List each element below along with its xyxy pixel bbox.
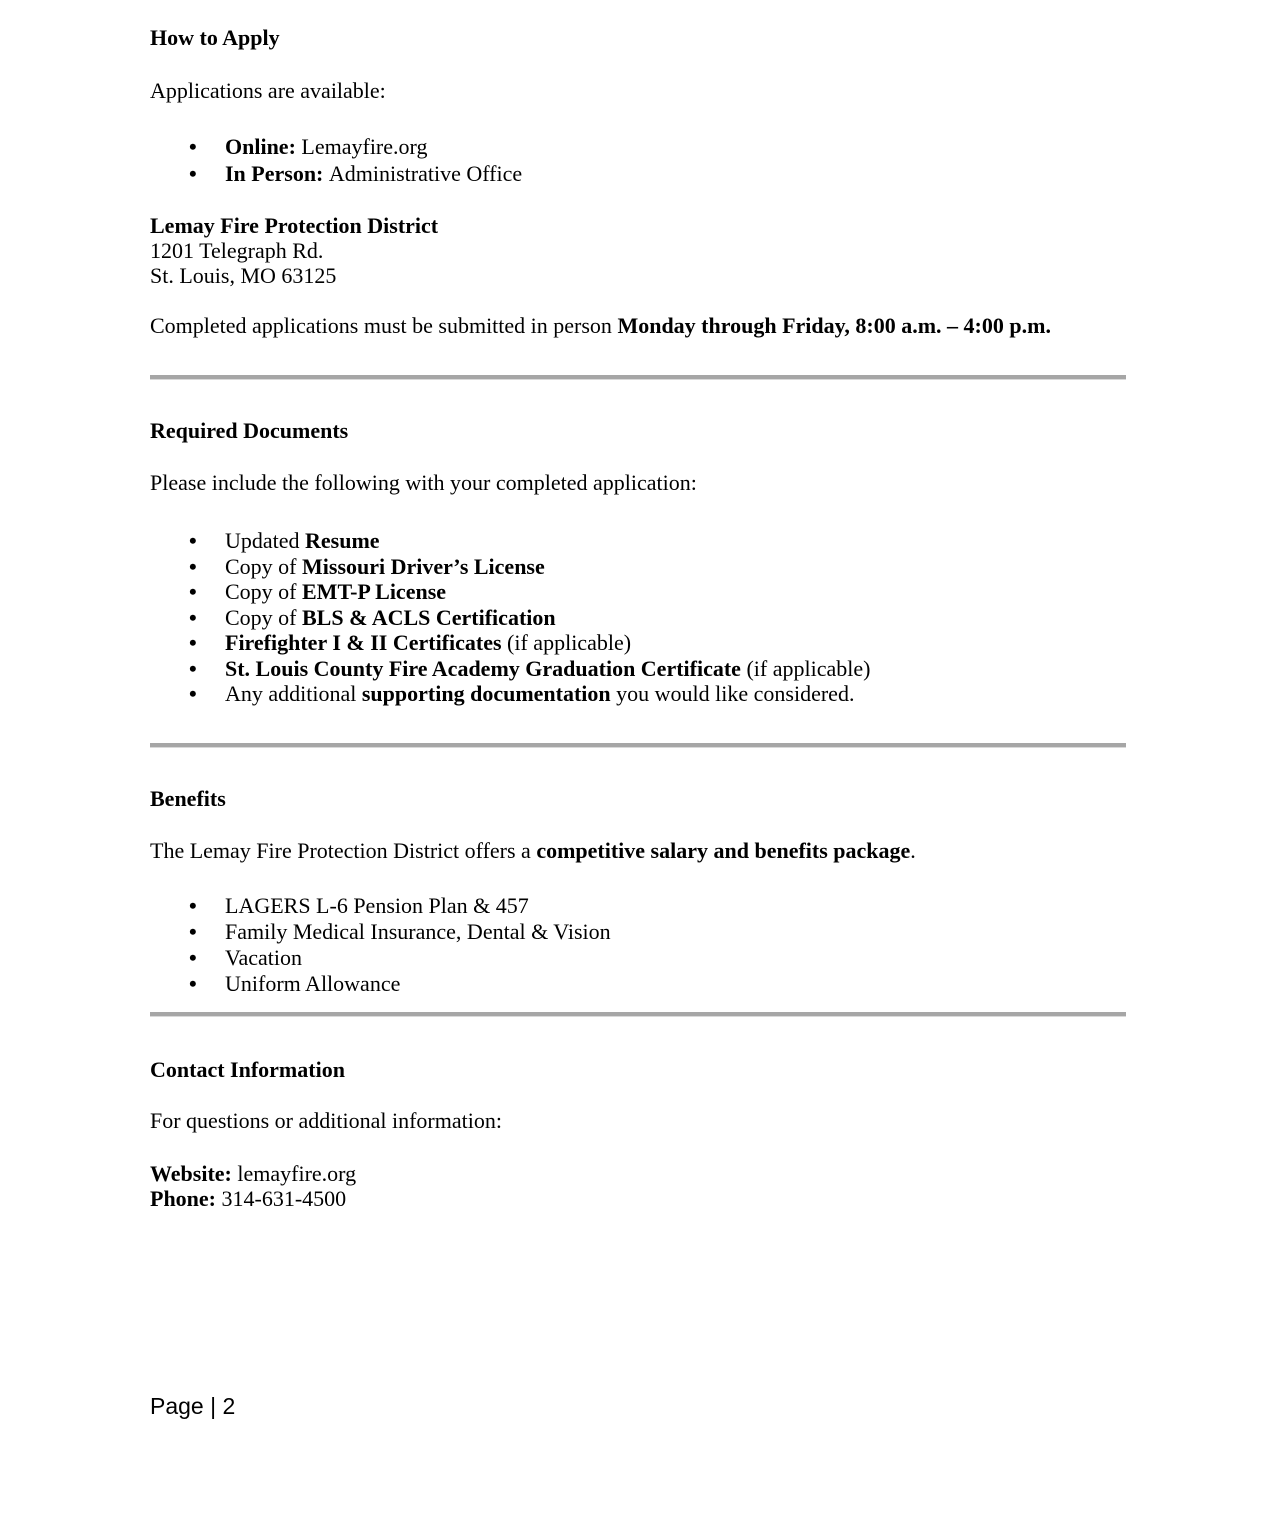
text-run: Completed applications must be submitted in person bbox=[150, 313, 618, 338]
benefits-bullet-list bbox=[150, 893, 1126, 998]
horizontal-rule bbox=[150, 743, 1126, 748]
list-item bbox=[150, 160, 1126, 187]
text-run-bold: Monday through Friday, 8:00 a.m. – 4:00 p.m. bbox=[617, 313, 1051, 338]
section-heading-how-to-apply: How to Apply bbox=[150, 25, 280, 50]
text-run: lemayfire.org bbox=[237, 1160, 357, 1186]
page-number: Page | 2 bbox=[150, 1393, 236, 1419]
text-run: Copy of bbox=[225, 553, 302, 579]
section-heading-benefits: Benefits bbox=[150, 785, 226, 811]
paragraph-applications-available: Applications are available: bbox=[150, 78, 386, 103]
text-run-bold: St. Louis County Fire Academy Graduation Certificate bbox=[225, 655, 741, 681]
section-heading-contact-information: Contact Information bbox=[150, 1056, 345, 1082]
text-run-bold: supporting documentation bbox=[361, 681, 611, 706]
text-run-bold: Resume bbox=[305, 528, 380, 553]
text-run: Family Medical Insurance, Dental & Vision bbox=[225, 918, 611, 944]
paragraph-contact-intro: For questions or additional information: bbox=[150, 1107, 502, 1133]
address-line1: 1201 Telegraph Rd. bbox=[150, 238, 324, 263]
text-run: (if applicable) bbox=[740, 655, 871, 681]
text-run: Uniform Allowance bbox=[225, 971, 401, 997]
text-run-bold: Missouri Driver’s License bbox=[302, 553, 545, 579]
list-item bbox=[150, 630, 1126, 656]
text-run-bold: Website: bbox=[150, 1160, 238, 1186]
list-item bbox=[150, 579, 1126, 605]
text-run: Updated bbox=[225, 528, 306, 553]
text-run: Copy of bbox=[225, 604, 302, 630]
text-run-bold: In Person: bbox=[225, 161, 329, 186]
text-run: Administrative Office bbox=[328, 161, 523, 186]
text-run: 314-631-4500 bbox=[221, 1185, 347, 1211]
text-run: (if applicable) bbox=[501, 630, 632, 655]
apply-bullet-list bbox=[150, 133, 1126, 187]
contact-phone-line bbox=[150, 1186, 1126, 1211]
text-run-bold: Phone: bbox=[150, 1185, 222, 1211]
list-item bbox=[150, 528, 1126, 554]
list-item bbox=[150, 971, 1126, 997]
text-run: Copy of bbox=[225, 579, 302, 604]
address-line2: St. Louis, MO 63125 bbox=[150, 263, 337, 288]
paragraph-submission-hours bbox=[150, 313, 1126, 339]
list-item bbox=[150, 656, 1126, 682]
list-item bbox=[150, 133, 1126, 160]
paragraph-please-include: Please include the following with your completed application: bbox=[150, 470, 697, 495]
paragraph-benefits-intro bbox=[150, 838, 1126, 864]
document-body bbox=[150, 25, 1126, 1211]
list-item bbox=[150, 945, 1126, 971]
list-item bbox=[150, 681, 1126, 707]
text-run-bold: competitive salary and benefits package bbox=[536, 837, 911, 863]
contact-details-block bbox=[150, 1161, 1126, 1211]
address-block bbox=[150, 213, 1126, 288]
text-run: The Lemay Fire Protection District offers a bbox=[150, 837, 537, 863]
section-heading-required-documents: Required Documents bbox=[150, 418, 349, 443]
list-item bbox=[150, 605, 1126, 631]
text-run: Vacation bbox=[225, 945, 302, 971]
contact-website-line bbox=[150, 1161, 1126, 1186]
text-run-bold: Firefighter I & II Certificates bbox=[225, 630, 502, 655]
text-run: . bbox=[910, 837, 916, 863]
text-run-bold: EMT-P License bbox=[302, 579, 447, 604]
list-item bbox=[150, 919, 1126, 945]
address-name: Lemay Fire Protection District bbox=[150, 213, 439, 238]
text-run: you would like considered. bbox=[610, 681, 855, 706]
list-item bbox=[150, 893, 1126, 919]
required-documents-bullet-list bbox=[150, 528, 1126, 707]
list-item bbox=[150, 554, 1126, 580]
text-run-bold: Online: bbox=[225, 134, 302, 159]
text-run: LAGERS L-6 Pension Plan & 457 bbox=[225, 892, 529, 918]
horizontal-rule bbox=[150, 375, 1126, 380]
text-run-bold: BLS & ACLS Certification bbox=[302, 604, 556, 630]
horizontal-rule bbox=[150, 1012, 1126, 1017]
text-run: Lemayfire.org bbox=[301, 134, 428, 159]
text-run: Any additional bbox=[225, 681, 362, 706]
